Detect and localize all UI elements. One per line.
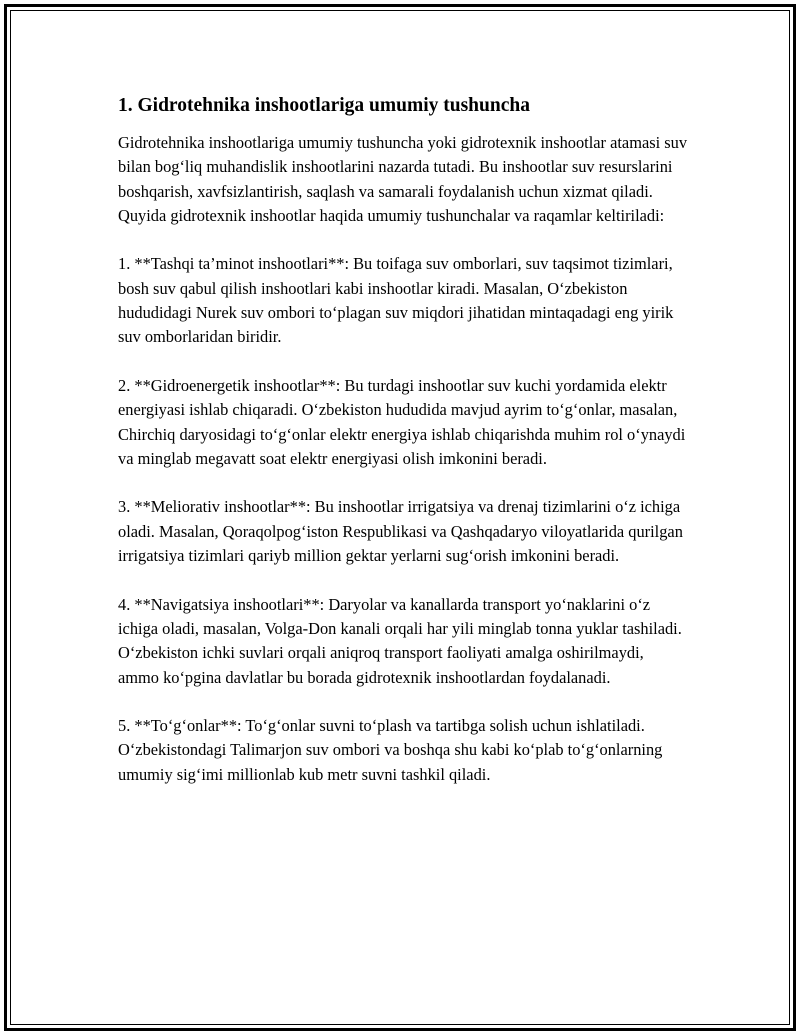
paragraph-navigation: 4. **Navigatsiya inshootlari**: Daryolar va kanallarda transport yo‘naklarini o‘z ichiga oladi, masalan, Volga-Don kanali orqali har yili minglab tonna yuklar tashiladi. O‘zbekiston ichki suvlari orqali aniqroq transport faoliyati amalga oshirilmaydi, ammo ko‘pgina davlatlar bu borada gidrotexnik inshootlardan foydalanadi. [118, 594, 682, 687]
paragraph-hydropower: 2. **Gidroenergetik inshootlar**: Bu turdagi inshootlar suv kuchi yordamida elektr energiyasi ishlab chiqaradi. O‘zbekiston hududida mavjud ayrim to‘g‘onlar, masalan, Chirchiq daryosidagi to‘g‘onlar elektr energiya ishlab chiqarishda muhim rol o‘ynaydi va minglab megavatt soat elektr energiyasi olish imkonini beradi. [118, 375, 686, 468]
paragraph-dams: 5. **To‘g‘onlar**: To‘g‘onlar suvni to‘plash va tartibga solish uchun ishlatiladi. O‘zbekistondagi Talimarjon suv ombori va boshqa shu kabi ko‘plab to‘g‘onlarning umumiy sig‘imi millionlab kub metr suvni tashkil qiladi. [118, 716, 663, 784]
intro-paragraph: Gidrotehnika inshootlariga umumiy tushuncha yoki gidrotexnik inshootlar atamasi suv bilan bog‘liq muhandislik inshootlarini nazarda tutadi. Bu inshootlar suv resurslarini boshqarish, xavfsizlantirish, saqlash va samarali foydalanish uchun xizmat qiladi. Quyida gidrotexnik inshootlar haqida umumiy tushunchalar va raqamlar keltiriladi: [118, 133, 688, 225]
document-body [118, 93, 688, 811]
paragraph-external-supply: 1. **Tashqi ta’minot inshootlari**: Bu toifaga suv omborlari, suv taqsimot tizimlari, bosh suv qabul qilish inshootlari kabi inshootlar kiradi. Masalan, O‘zbekiston hududidagi Nurek suv ombori to‘plagan suv miqdori jihatidan mintaqadagi eng yirik suv omborlaridan biridir. [118, 254, 674, 347]
paragraph-melioration: 3. **Meliorativ inshootlar**: Bu inshootlar irrigatsiya va drenaj tizimlarini o‘z ichiga oladi. Masalan, Qoraqolpog‘iston Respublikasi va Qashqadaryo viloyatlarida qurilgan irrigatsiya tizimlari qariyb million gektar yerlarni sug‘orish imkonini beradi. [118, 497, 683, 566]
section-heading: 1. Gidrotehnika inshootlariga umumiy tushuncha [118, 95, 530, 116]
